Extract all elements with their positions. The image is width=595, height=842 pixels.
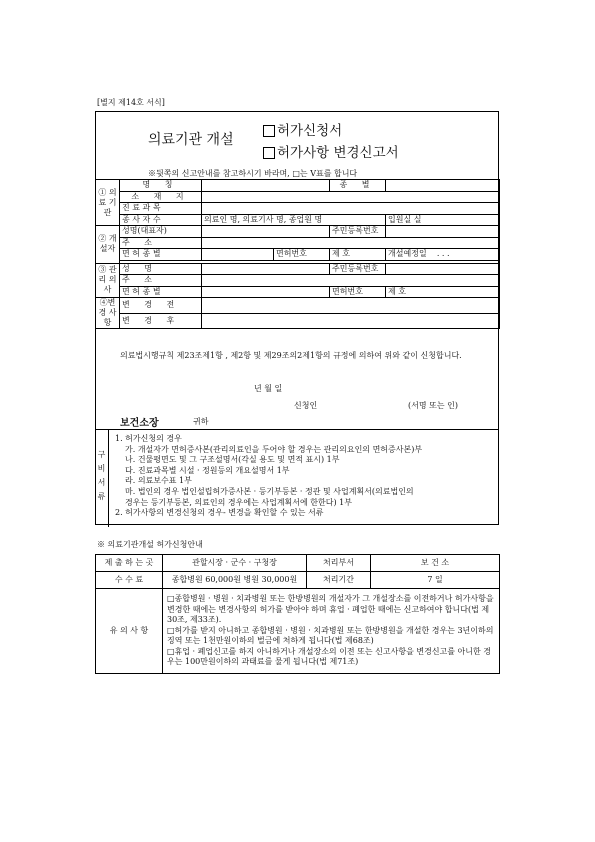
field-open-date[interactable]: 개설예정일 . . . [386,249,500,261]
applicant-label: 신청인 [294,401,318,410]
field-type[interactable] [386,180,500,192]
applicant-info-table [95,179,500,329]
caution-item: □종합병원 · 병원 · 치과병원 또는 한방병원의 개설자가 그 개설장소를 이전하거나 허가사항을 변경한 때에는 변경사항의 허가를 받아야 하며 휴업 · 폐업한 때에는 신고하여야 합니다(법 제30조, 제33조). [167,594,494,625]
field-before-change[interactable] [202,298,500,314]
field-name[interactable] [202,180,330,192]
label-fee: 수 수 료 [96,572,163,589]
field-doctor-license-type[interactable] [202,286,330,298]
recipient-title: 보건소장 [120,418,159,429]
label-founder-license-no: 면허번호 [274,249,330,261]
section-founder-label: ② 개설자 [96,226,120,264]
declaration-statement: 의료법시행규칙 제23조제1항 , 제2항 및 제29조의2제1항의 규정에 의하여 위와 같이 신청합니다. [120,351,462,360]
option-change-report[interactable]: 허가사항 변경신고서 [263,141,399,161]
field-doctor-license-no[interactable]: 제 호 [386,286,500,298]
label-staff-count: 종 사 자 수 [120,214,202,226]
label-address: 소 재 지 [120,191,202,203]
doc-item: 2. 허가사항의 변경신청의 경우- 변경을 확인할 수 있는 서류 [115,508,324,518]
section-managing-doctor-label: ③ 관리 의사 [96,263,120,298]
checkbox-permit-application[interactable] [263,125,275,137]
label-departments: 진 료 과 목 [120,203,202,215]
label-founder-address: 주 소 [120,237,202,249]
label-cautions: 유 의 사 항 [96,589,163,674]
label-doctor-name: 성 명 [120,263,202,275]
field-after-change[interactable] [202,313,500,329]
label-doctor-license-type: 면 허 종 별 [120,286,202,298]
required-documents-label: 구 비 서 류 [95,430,109,527]
field-address[interactable] [202,191,500,203]
label-name: 명 칭 [120,180,202,192]
checkbox-change-report[interactable] [263,147,275,159]
field-doctor-address[interactable] [202,275,500,287]
value-fee: 종합병원 60,000원 병원 30,000원 [163,572,307,589]
field-founder-license-type[interactable] [202,249,274,261]
field-inpatient-rooms[interactable]: 입원실 실 [386,214,500,226]
recipient-suffix: 귀하 [193,417,209,426]
option-permit-application[interactable]: 허가신청서 [263,119,342,139]
label-type: 종 별 [330,180,386,192]
section-medical-institution-label: ① 의료 기관 [96,180,120,226]
documents-list [115,434,422,519]
label-founder-license-type: 면 허 종 별 [120,249,202,261]
doc-item: 가. 개설자가 면허증사본(관리의료인을 두어야 할 경우는 관리의요인의 면허증사본)부 [125,444,423,454]
application-form [95,111,499,525]
field-founder-license-no[interactable]: 제 호 [330,249,386,261]
label-submit-to: 제 출 하 는 곳 [96,555,163,572]
required-documents-block [95,429,499,527]
field-doctor-name[interactable] [202,263,330,275]
value-period: 7 일 [371,572,500,589]
field-founder-address[interactable] [202,237,500,249]
doc-item: 나. 건물평면도 및 그 구조설명서(각실 용도 및 면적 표시) 1부 [125,455,340,465]
caution-item: □허가를 받지 아니하고 종합병원 · 병원 · 치과병원 또는 한방병원을 개설한 경우는 3년이하의 징역 또는 1천만원이하의 벌금에 처하게 됩니다(법 제68조) [167,625,494,646]
doc-item: 라. 의료보수표 1부 [125,476,192,486]
label-doctor-rrn: 주민등록번호 [330,263,386,275]
label-department: 처리부서 [307,555,371,572]
doc-item: 다. 진료과목별 시설 · 정원등의 개요설명서 1부 [125,465,290,475]
label-founder-name: 성명(대표자) [120,226,202,238]
doc-item: 경우는 등기부등본, 의료인의 경우에는 사업계획서에 한한다) 1부 [125,497,352,507]
label-doctor-license-no: 면허번호 [330,286,386,298]
doc-item: 1. 허가신청의 경우 [115,434,182,443]
date-line: 년 월 일 [254,384,283,393]
field-founder-name[interactable] [202,226,330,238]
label-after-change: 변 경 후 [120,313,202,329]
field-staff-count[interactable]: 의료인 명, 의료기사 명, 종업원 명 [202,214,386,226]
label-open-date: 개설예정일 [388,249,427,259]
instruction-note: ※뒷쪽의 신고안내를 참고하시기 바라며, □는 V표를 합니다 [148,169,358,178]
signature-label: (서명 또는 인) [408,401,458,410]
field-founder-rrn[interactable] [386,226,500,238]
guide-table [95,554,500,674]
value-department: 보 건 소 [371,555,500,572]
value-submit-to: 관할시장 · 군수 · 구청장 [163,555,307,572]
label-before-change: 변 경 전 [120,298,202,314]
cautions-cell [163,589,500,674]
field-doctor-rrn[interactable] [386,263,500,275]
form-title: 의료기관 개설 [148,132,234,148]
label-founder-rrn: 주민등록번호 [330,226,386,238]
doc-item: 마. 법인의 경우 법인설립허가증사본 · 등기부등본 · 정관 및 사업계획서(의료법인의 [125,486,414,496]
guide-title: ※ 의료기관개설 허가신청안내 [97,540,203,549]
caution-item: □휴업 · 폐업신고를 하지 아니하거나 개설장소의 이전 또는 신고사항을 변경신고를 아니한 경우는 100만원이하의 과태료를 물게 됩니다(법 제71조) [167,646,492,667]
form-number-label: [별지 제14호 서식] [97,98,165,107]
label-doctor-address: 주 소 [120,275,202,287]
section-changes-label: ④변경 사항 [96,298,120,329]
field-departments[interactable] [202,203,500,215]
label-period: 처리기간 [307,572,371,589]
